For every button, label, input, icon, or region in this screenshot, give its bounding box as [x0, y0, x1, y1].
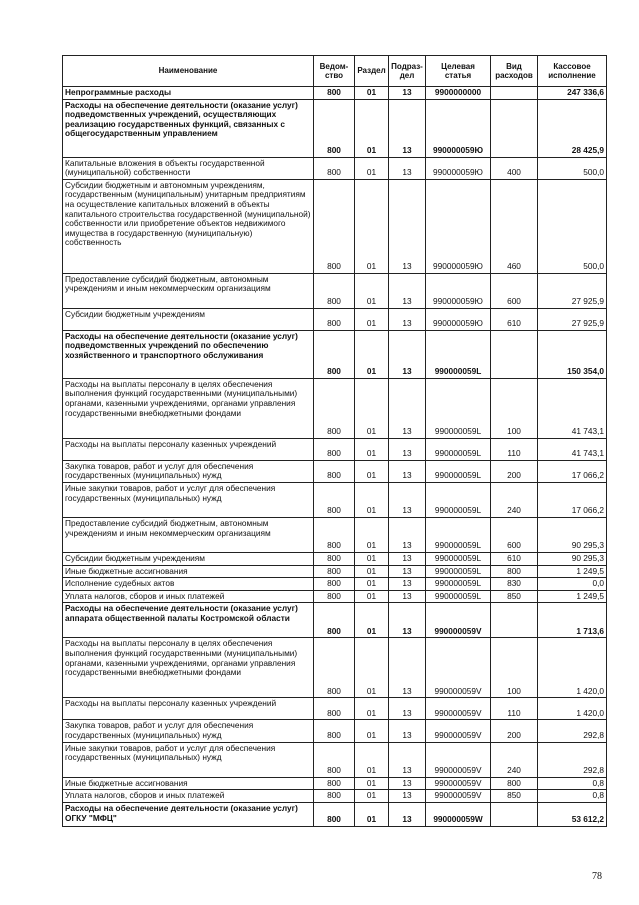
cell-dept: 800	[314, 802, 355, 826]
cell-subsection: 13	[389, 483, 426, 518]
cell-section: 01	[355, 273, 389, 308]
cell-type: 110	[491, 438, 538, 460]
cell-name: Закупка товаров, работ и услуг для обеспечения государственных (муниципальных) нужд	[63, 460, 314, 482]
cell-target: 990000059V	[426, 742, 491, 777]
cell-amount: 0,8	[538, 790, 607, 803]
cell-amount: 292,8	[538, 742, 607, 777]
cell-subsection: 13	[389, 742, 426, 777]
cell-subsection: 13	[389, 99, 426, 157]
cell-type: 110	[491, 698, 538, 720]
cell-dept: 800	[314, 578, 355, 591]
table-row	[63, 273, 607, 308]
cell-name: Исполнение судебных актов	[63, 578, 314, 591]
cell-dept: 800	[314, 518, 355, 553]
cell-section: 01	[355, 99, 389, 157]
cell-dept: 800	[314, 790, 355, 803]
cell-amount: 1 420,0	[538, 638, 607, 698]
cell-section: 01	[355, 802, 389, 826]
cell-target: 990000059Ю	[426, 273, 491, 308]
table-row	[63, 483, 607, 518]
cell-dept: 800	[314, 378, 355, 438]
cell-section: 01	[355, 438, 389, 460]
table-row	[63, 698, 607, 720]
cell-name: Предоставление субсидий бюджетным, автономным учреждениям и иным некоммерческим организациям	[63, 518, 314, 553]
cell-amount: 1 713,6	[538, 603, 607, 638]
cell-name: Иные закупки товаров, работ и услуг для обеспечения государственных (муниципальных) нужд	[63, 742, 314, 777]
cell-dept: 800	[314, 179, 355, 273]
cell-target: 990000059L	[426, 438, 491, 460]
cell-subsection: 13	[389, 603, 426, 638]
cell-subsection: 13	[389, 553, 426, 566]
cell-section: 01	[355, 777, 389, 790]
cell-subsection: 13	[389, 460, 426, 482]
cell-type: 460	[491, 179, 538, 273]
cell-dept: 800	[314, 638, 355, 698]
header-dept: Ведом- ство	[314, 56, 355, 87]
cell-type: 240	[491, 483, 538, 518]
cell-dept: 800	[314, 308, 355, 330]
cell-target: 990000059L	[426, 378, 491, 438]
cell-subsection: 13	[389, 638, 426, 698]
cell-amount: 292,8	[538, 720, 607, 742]
budget-table	[62, 55, 607, 827]
cell-target: 990000059L	[426, 483, 491, 518]
table-row	[63, 87, 607, 100]
cell-name: Субсидии бюджетным учреждениям	[63, 553, 314, 566]
cell-type	[491, 87, 538, 100]
cell-section: 01	[355, 87, 389, 100]
table-row	[63, 518, 607, 553]
cell-amount: 247 336,6	[538, 87, 607, 100]
cell-name: Иные бюджетные ассигнования	[63, 565, 314, 578]
cell-section: 01	[355, 308, 389, 330]
cell-name: Расходы на обеспечение деятельности (оказание услуг) ОГКУ "МФЦ"	[63, 802, 314, 826]
cell-amount: 1 420,0	[538, 698, 607, 720]
cell-name: Закупка товаров, работ и услуг для обеспечения государственных (муниципальных) нужд	[63, 720, 314, 742]
cell-subsection: 13	[389, 438, 426, 460]
cell-section: 01	[355, 742, 389, 777]
header-amount: Кассовое исполнение	[538, 56, 607, 87]
cell-type: 240	[491, 742, 538, 777]
cell-subsection: 13	[389, 698, 426, 720]
cell-subsection: 13	[389, 790, 426, 803]
cell-target: 990000059V	[426, 698, 491, 720]
cell-dept: 800	[314, 460, 355, 482]
table-header-row	[63, 56, 607, 87]
table-row	[63, 157, 607, 179]
cell-name: Уплата налогов, сборов и иных платежей	[63, 790, 314, 803]
cell-section: 01	[355, 638, 389, 698]
cell-name: Непрограммные расходы	[63, 87, 314, 100]
cell-target: 990000059Ю	[426, 179, 491, 273]
cell-type: 600	[491, 273, 538, 308]
cell-amount: 17 066,2	[538, 483, 607, 518]
cell-dept: 800	[314, 777, 355, 790]
cell-subsection: 13	[389, 378, 426, 438]
cell-section: 01	[355, 790, 389, 803]
cell-section: 01	[355, 179, 389, 273]
header-section: Раздел	[355, 56, 389, 87]
cell-subsection: 13	[389, 590, 426, 603]
cell-subsection: 13	[389, 330, 426, 378]
cell-dept: 800	[314, 590, 355, 603]
cell-type: 600	[491, 518, 538, 553]
cell-dept: 800	[314, 603, 355, 638]
cell-subsection: 13	[389, 87, 426, 100]
cell-name: Расходы на обеспечение деятельности (оказание услуг) подведомственных учреждений, осуществляющих реализацию государственных функций, связанных с общегосударственным управлением	[63, 99, 314, 157]
cell-name: Расходы на выплаты персоналу казенных учреждений	[63, 698, 314, 720]
cell-type	[491, 330, 538, 378]
cell-dept: 800	[314, 330, 355, 378]
cell-section: 01	[355, 578, 389, 591]
cell-amount: 90 295,3	[538, 553, 607, 566]
cell-name: Расходы на выплаты персоналу в целях обеспечения выполнения функций государственными (муниципальными) органами, казенными учреждениями, органами управления государственными внебюджетными фондами	[63, 638, 314, 698]
cell-section: 01	[355, 720, 389, 742]
cell-subsection: 13	[389, 157, 426, 179]
cell-subsection: 13	[389, 802, 426, 826]
table-row	[63, 802, 607, 826]
cell-subsection: 13	[389, 578, 426, 591]
cell-section: 01	[355, 518, 389, 553]
cell-dept: 800	[314, 720, 355, 742]
cell-type: 800	[491, 777, 538, 790]
cell-dept: 800	[314, 273, 355, 308]
cell-amount: 500,0	[538, 157, 607, 179]
cell-type: 100	[491, 378, 538, 438]
cell-amount: 500,0	[538, 179, 607, 273]
cell-dept: 800	[314, 565, 355, 578]
cell-amount: 53 612,2	[538, 802, 607, 826]
table-row	[63, 790, 607, 803]
table-row	[63, 777, 607, 790]
cell-type: 200	[491, 460, 538, 482]
cell-dept: 800	[314, 698, 355, 720]
cell-amount: 27 925,9	[538, 308, 607, 330]
cell-dept: 800	[314, 99, 355, 157]
table-row	[63, 720, 607, 742]
cell-type: 610	[491, 553, 538, 566]
table-row	[63, 179, 607, 273]
table-row	[63, 590, 607, 603]
cell-type: 610	[491, 308, 538, 330]
cell-subsection: 13	[389, 720, 426, 742]
table-row	[63, 603, 607, 638]
cell-dept: 800	[314, 553, 355, 566]
cell-target: 990000059L	[426, 565, 491, 578]
cell-name: Расходы на обеспечение деятельности (оказание услуг) аппарата общественной палаты Костромской области	[63, 603, 314, 638]
cell-subsection: 13	[389, 565, 426, 578]
cell-target: 9900000000	[426, 87, 491, 100]
cell-dept: 800	[314, 157, 355, 179]
cell-dept: 800	[314, 742, 355, 777]
cell-name: Предоставление субсидий бюджетным, автономным учреждениям и иным некоммерческим организациям	[63, 273, 314, 308]
cell-subsection: 13	[389, 518, 426, 553]
cell-target: 990000059L	[426, 518, 491, 553]
cell-target: 990000059V	[426, 777, 491, 790]
cell-name: Иные закупки товаров, работ и услуг для обеспечения государственных (муниципальных) нужд	[63, 483, 314, 518]
cell-section: 01	[355, 157, 389, 179]
cell-section: 01	[355, 603, 389, 638]
cell-target: 990000059L	[426, 553, 491, 566]
cell-section: 01	[355, 378, 389, 438]
header-subsection: Подраз- дел	[389, 56, 426, 87]
cell-type: 850	[491, 590, 538, 603]
cell-type: 200	[491, 720, 538, 742]
cell-dept: 800	[314, 483, 355, 518]
cell-amount: 41 743,1	[538, 438, 607, 460]
cell-section: 01	[355, 565, 389, 578]
cell-subsection: 13	[389, 273, 426, 308]
cell-type: 400	[491, 157, 538, 179]
cell-name: Расходы на выплаты персоналу казенных учреждений	[63, 438, 314, 460]
cell-type: 800	[491, 565, 538, 578]
cell-target: 990000059L	[426, 330, 491, 378]
cell-amount: 90 295,3	[538, 518, 607, 553]
cell-target: 990000059V	[426, 790, 491, 803]
table-row	[63, 638, 607, 698]
table-row	[63, 378, 607, 438]
cell-amount: 28 425,9	[538, 99, 607, 157]
cell-amount: 1 249,5	[538, 590, 607, 603]
cell-name: Расходы на выплаты персоналу в целях обеспечения выполнения функций государственными (муниципальными) органами, казенными учреждениями, органами управления государственными внебюджетными фондами	[63, 378, 314, 438]
cell-amount: 0,8	[538, 777, 607, 790]
cell-name: Уплата налогов, сборов и иных платежей	[63, 590, 314, 603]
cell-name: Капитальные вложения в объекты государственной (муниципальной) собственности	[63, 157, 314, 179]
cell-section: 01	[355, 483, 389, 518]
header-type: Вид расходов	[491, 56, 538, 87]
table-row	[63, 308, 607, 330]
cell-type	[491, 802, 538, 826]
cell-subsection: 13	[389, 308, 426, 330]
budget-page	[62, 55, 606, 827]
cell-target: 990000059V	[426, 720, 491, 742]
cell-type: 830	[491, 578, 538, 591]
cell-section: 01	[355, 553, 389, 566]
cell-section: 01	[355, 460, 389, 482]
cell-section: 01	[355, 590, 389, 603]
cell-target: 990000059Ю	[426, 99, 491, 157]
cell-target: 990000059W	[426, 802, 491, 826]
cell-name: Расходы на обеспечение деятельности (оказание услуг) подведомственных учреждений по обеспечению хозяйственного и транспортного обслуживания	[63, 330, 314, 378]
cell-type	[491, 603, 538, 638]
cell-target: 990000059L	[426, 590, 491, 603]
table-row	[63, 565, 607, 578]
table-row	[63, 460, 607, 482]
cell-amount: 17 066,2	[538, 460, 607, 482]
cell-amount: 150 354,0	[538, 330, 607, 378]
header-target: Целевая статья	[426, 56, 491, 87]
table-row	[63, 99, 607, 157]
cell-name: Субсидии бюджетным учреждениям	[63, 308, 314, 330]
cell-subsection: 13	[389, 777, 426, 790]
table-row	[63, 438, 607, 460]
cell-name: Субсидии бюджетным и автономным учреждениям, государственным (муниципальным) унитарным предприятиям на осуществление капитальных вложений в объекты капитального строительства государственной (муниципальной) собственности или приобретение объектов недвижимого имущества в государственную (муниципальную) собственность	[63, 179, 314, 273]
cell-target: 990000059V	[426, 638, 491, 698]
cell-section: 01	[355, 330, 389, 378]
cell-target: 990000059Ю	[426, 308, 491, 330]
cell-target: 990000059V	[426, 603, 491, 638]
page-number: 78	[592, 871, 602, 882]
cell-target: 990000059L	[426, 460, 491, 482]
table-row	[63, 742, 607, 777]
cell-dept: 800	[314, 87, 355, 100]
cell-target: 990000059L	[426, 578, 491, 591]
cell-type: 850	[491, 790, 538, 803]
cell-type	[491, 99, 538, 157]
cell-amount: 0,0	[538, 578, 607, 591]
cell-amount: 1 249,5	[538, 565, 607, 578]
cell-name: Иные бюджетные ассигнования	[63, 777, 314, 790]
cell-target: 990000059Ю	[426, 157, 491, 179]
cell-amount: 41 743,1	[538, 378, 607, 438]
cell-dept: 800	[314, 438, 355, 460]
header-name: Наименование	[63, 56, 314, 87]
table-row	[63, 553, 607, 566]
cell-subsection: 13	[389, 179, 426, 273]
table-row	[63, 330, 607, 378]
cell-type: 100	[491, 638, 538, 698]
cell-section: 01	[355, 698, 389, 720]
cell-amount: 27 925,9	[538, 273, 607, 308]
table-row	[63, 578, 607, 591]
